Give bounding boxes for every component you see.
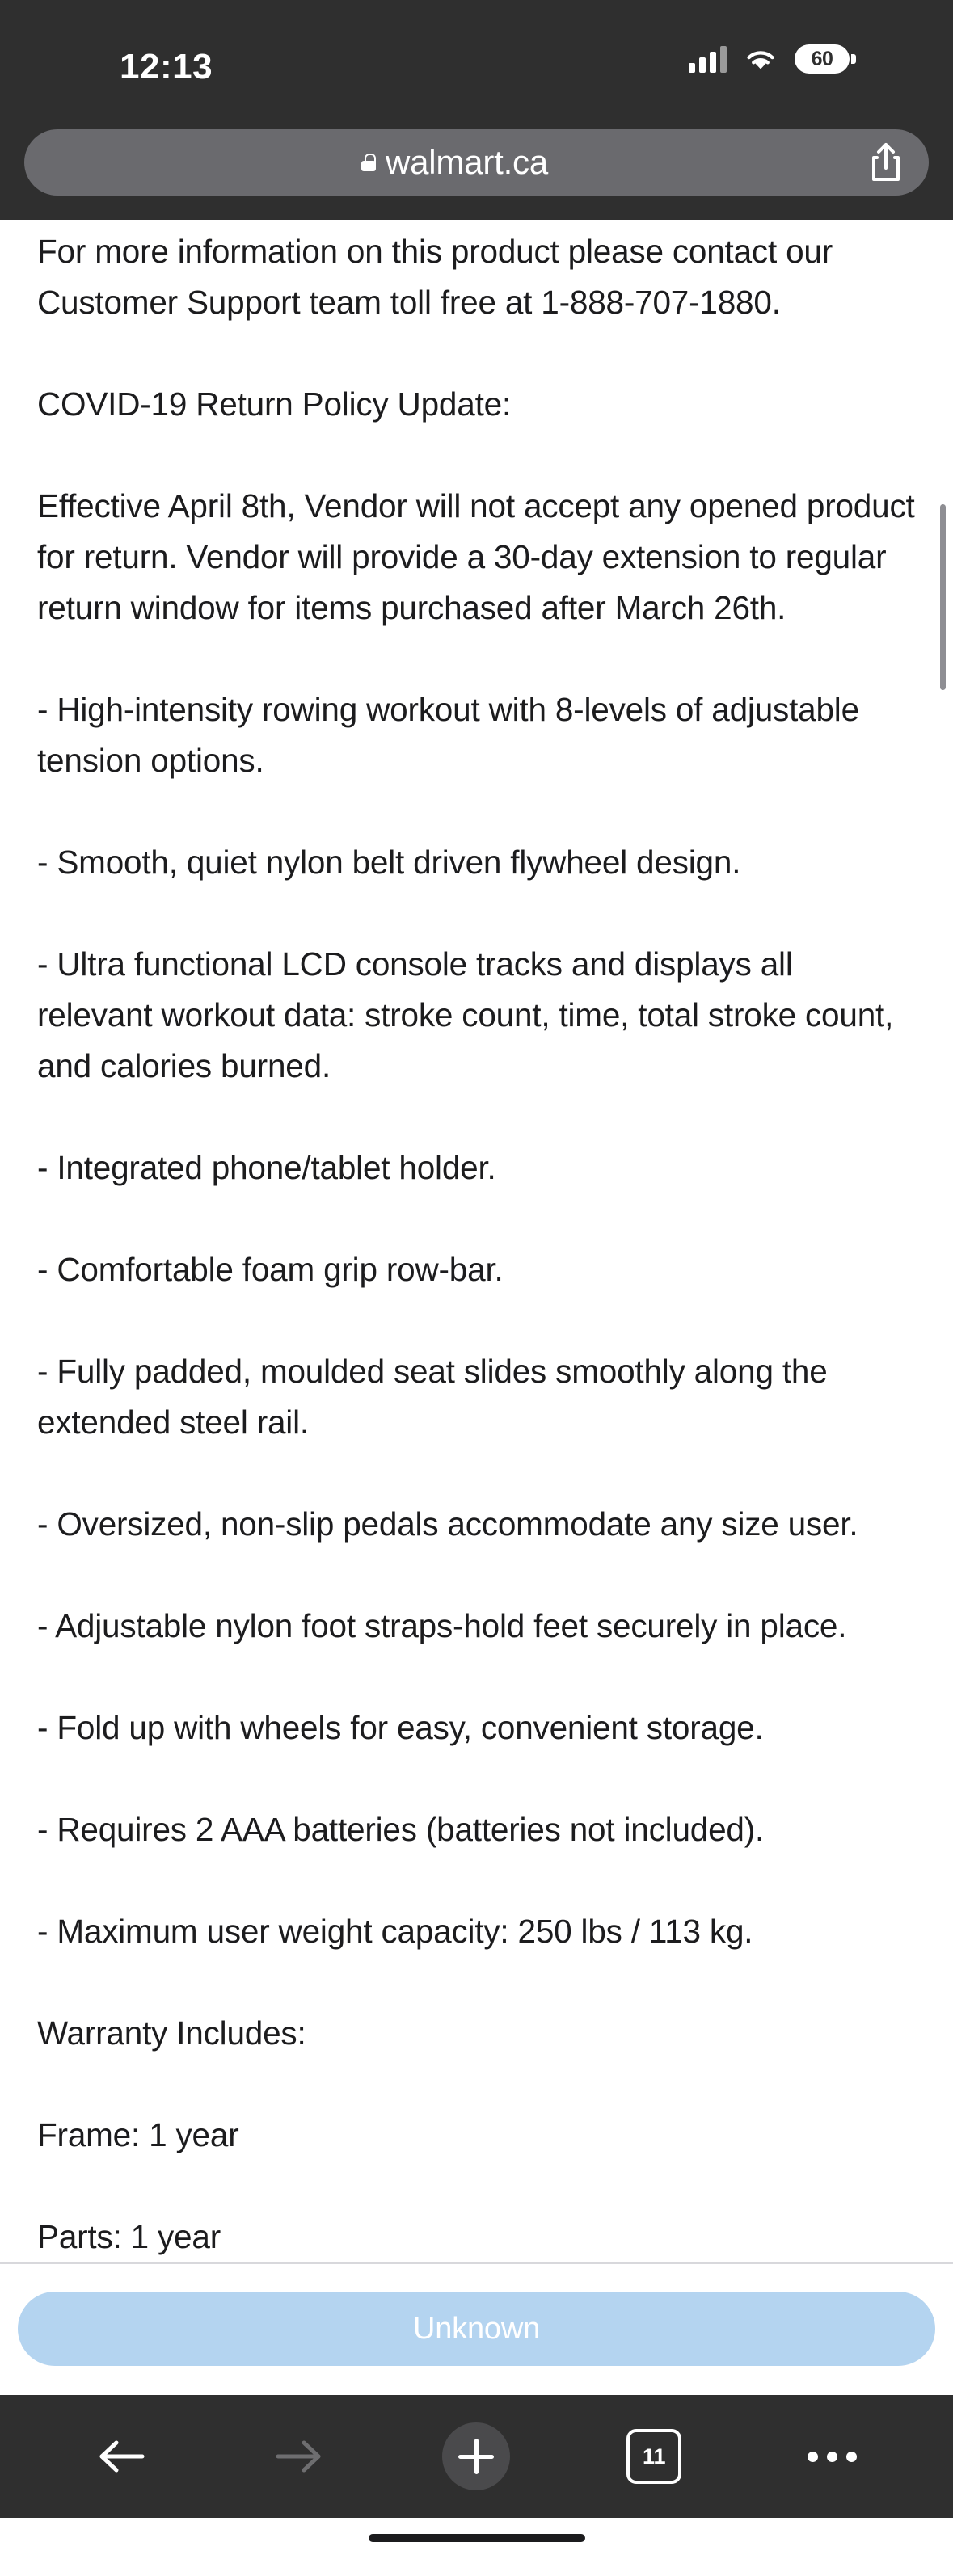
browser-chrome (0, 129, 953, 220)
feature-item: - Oversized, non-slip pedals accommodate any size user. (37, 1505, 858, 1543)
wifi-icon (743, 45, 778, 73)
feature-item: - High-intensity rowing workout with 8-levels of adjustable tension options. (37, 691, 859, 779)
warranty-heading: Warranty Includes: (37, 2014, 306, 2052)
paragraph-covid-heading: COVID-19 Return Policy Update: (37, 385, 511, 423)
status-time: 12:13 (120, 47, 213, 86)
more-dots (808, 2452, 857, 2462)
feature-item: - Smooth, quiet nylon belt driven flywheel design. (37, 844, 741, 881)
page-scrollbar[interactable] (940, 504, 946, 690)
warranty-parts: Parts: 1 year (37, 2218, 221, 2255)
share-icon[interactable] (864, 137, 908, 187)
status-indicators (689, 44, 850, 74)
feature-item: - Requires 2 AAA batteries (batteries not included). (37, 1811, 765, 1848)
more-dots-icon[interactable] (787, 2416, 876, 2497)
unknown-action-button[interactable]: Unknown (18, 2292, 935, 2366)
address-bar[interactable] (24, 129, 929, 196)
battery-icon (795, 44, 850, 74)
tabs-button[interactable] (609, 2416, 698, 2497)
url-text: walmart.ca (385, 143, 549, 181)
browser-toolbar (0, 2395, 953, 2518)
tabs-count: 11 (626, 2429, 681, 2484)
action-bar (0, 2262, 953, 2395)
feature-item: - Adjustable nylon foot straps-hold feet securely in place. (37, 1607, 847, 1644)
home-indicator[interactable] (369, 2534, 585, 2542)
back-arrow-icon[interactable] (77, 2416, 166, 2497)
paragraph-contact-info: For more information on this product please contact our Customer Support team toll free at 1-888-707-1880. (37, 233, 833, 321)
feature-item: - Maximum user weight capacity: 250 lbs / 113 kg. (37, 1913, 753, 1950)
warranty-frame: Frame: 1 year (37, 2116, 239, 2153)
page-content[interactable] (0, 220, 953, 2262)
feature-item: - Integrated phone/tablet holder. (37, 1149, 496, 1186)
battery-level: 60 (811, 47, 833, 70)
address-bar-content[interactable] (45, 143, 864, 182)
home-indicator-area (0, 2518, 953, 2576)
cellular-signal-icon (689, 45, 727, 73)
feature-item: - Fold up with wheels for easy, convenient storage. (37, 1709, 764, 1746)
add-tab-button[interactable] (432, 2416, 521, 2497)
status-bar (0, 0, 953, 129)
plus-icon (442, 2422, 510, 2490)
forward-arrow-icon[interactable] (255, 2416, 344, 2497)
feature-item: - Ultra functional LCD console tracks and displays all relevant workout data: stroke count, time, total stroke count, and calories burned. (37, 945, 894, 1084)
paragraph-covid-body: Effective April 8th, Vendor will not accept any opened product for return. Vendor will provide a 30-day extension to regular return window for items purchased after March 26th. (37, 487, 915, 626)
feature-item: - Fully padded, moulded seat slides smoothly along the extended steel rail. (37, 1353, 828, 1441)
lock-icon (361, 154, 376, 171)
feature-item: - Comfortable foam grip row-bar. (37, 1251, 504, 1288)
